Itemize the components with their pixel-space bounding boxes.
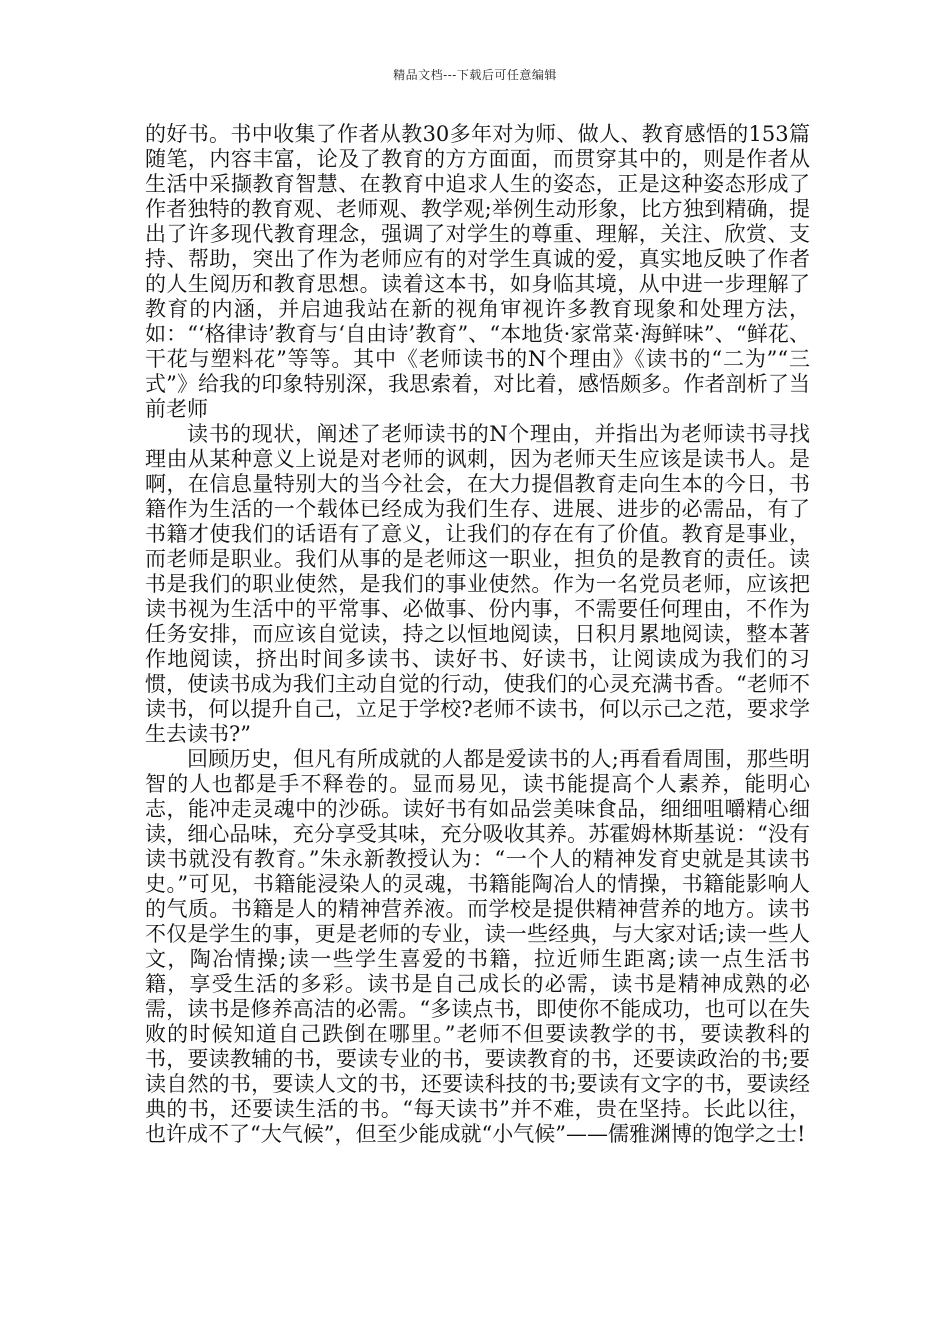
- paragraph-reading-status: 读书的现状，阐述了老师读书的N个理由，并指出为老师读书寻找理由从某种意义上说是对老师的讽刺，因为老师天生应该是读书人。是啊，在信息量特别大的当今社会，在大力提倡教育走向生本的今日，书籍作为生活的一个载体已经成为我们生存、进展、进步的必需品，有了书籍才使我们的话语有了意义，让我们的存在有了价值。教育是事业，而老师是职业。我们从事的是老师这一职业，担负的是教育的责任。读书是我们的职业使然，是我们的事业使然。作为一名党员老师，应该把读书视为生活中的平常事、必做事、份内事，不需要任何理由，不作为任务安排，而应该自觉读，持之以恒地阅读，日积月累地阅读，整本著作地阅读，挤出时间多读书、读好书、好读书，让阅读成为我们的习惯，使读书成为我们主动自觉的行动，使我们的心灵充满书香。“老师不读书，何以提升自己，立足于学校?老师不读书，何以示己之范，要求学生去读书?”: [145, 422, 810, 746]
- article-body: [145, 122, 810, 1147]
- page-header: 精品文档---下载后可任意编辑: [393, 68, 557, 82]
- paragraph-continued: 的好书。书中收集了作者从教30多年对为师、做人、教育感悟的153篇随笔，内容丰富，论及了教育的方方面面，而贯穿其中的，则是作者从生活中采撷教育智慧、在教育中追求人生的姿态，正是这种姿态形成了作者独特的教育观、老师观、教学观;举例生动形象，比方独到精确，提出了许多现代教育理念，强调了对学生的尊重、理解，关注、欣赏、支持、帮助，突出了作为老师应有的对学生真诚的爱，真实地反映了作者的人生阅历和教育思想。读着这本书，如身临其境，从中进一步理解了教育的内涵，并启迪我站在新的视角审视许多教育现象和处理方法，如：“‘格律诗’教育与‘自由诗’教育”、“本地货·家常菜·海鲜味”、“鲜花、干花与塑料花”等等。其中《老师读书的N个理由》《读书的“二为”“三式”》给我的印象特别深，我思索着，对比着，感悟颇多。作者剖析了当前老师: [145, 122, 810, 421]
- paragraph-history-review: 回顾历史，但凡有所成就的人都是爱读书的人;再看看周围，那些明智的人也都是手不释卷的。显而易见，读书能提高个人素养，能明心志，能冲走灵魂中的沙砾。读好书有如品尝美味食品，细细咀嚼精心细读，细心品味，充分享受其味，充分吸收其养。苏霍姆林斯基说：“没有读书就没有教育。”朱永新教授认为：“一个人的精神发育史就是其读书史。”可见，书籍能浸染人的灵魂，书籍能陶冶人的情操，书籍能影响人的气质。书籍是人的精神营养液。而学校是提供精神营养的地方。读书不仅是学生的事，更是老师的专业，读一些经典，与大家对话;读一些人文，陶冶情操;读一些学生喜爱的书籍，拉近师生距离;读一点生活书籍，享受生活的多彩。读书是自己成长的必需，读书是精神成熟的必需，读书是修养高洁的必需。“多读点书，即使你不能成功，也可以在失败的时候知道自己跌倒在哪里。”老师不但要读教学的书，要读教科的书，要读教辅的书，要读专业的书，要读教育的书，还要读政治的书;要读自然的书，要读人文的书，还要读科技的书;要读有文字的书，要读经典的书，还要读生活的书。“每天读书”并不难，贵在坚持。长此以往，也许成不了“大气候”，但至少能成就“小气候”——儒雅渊博的饱学之士!: [145, 747, 810, 1146]
